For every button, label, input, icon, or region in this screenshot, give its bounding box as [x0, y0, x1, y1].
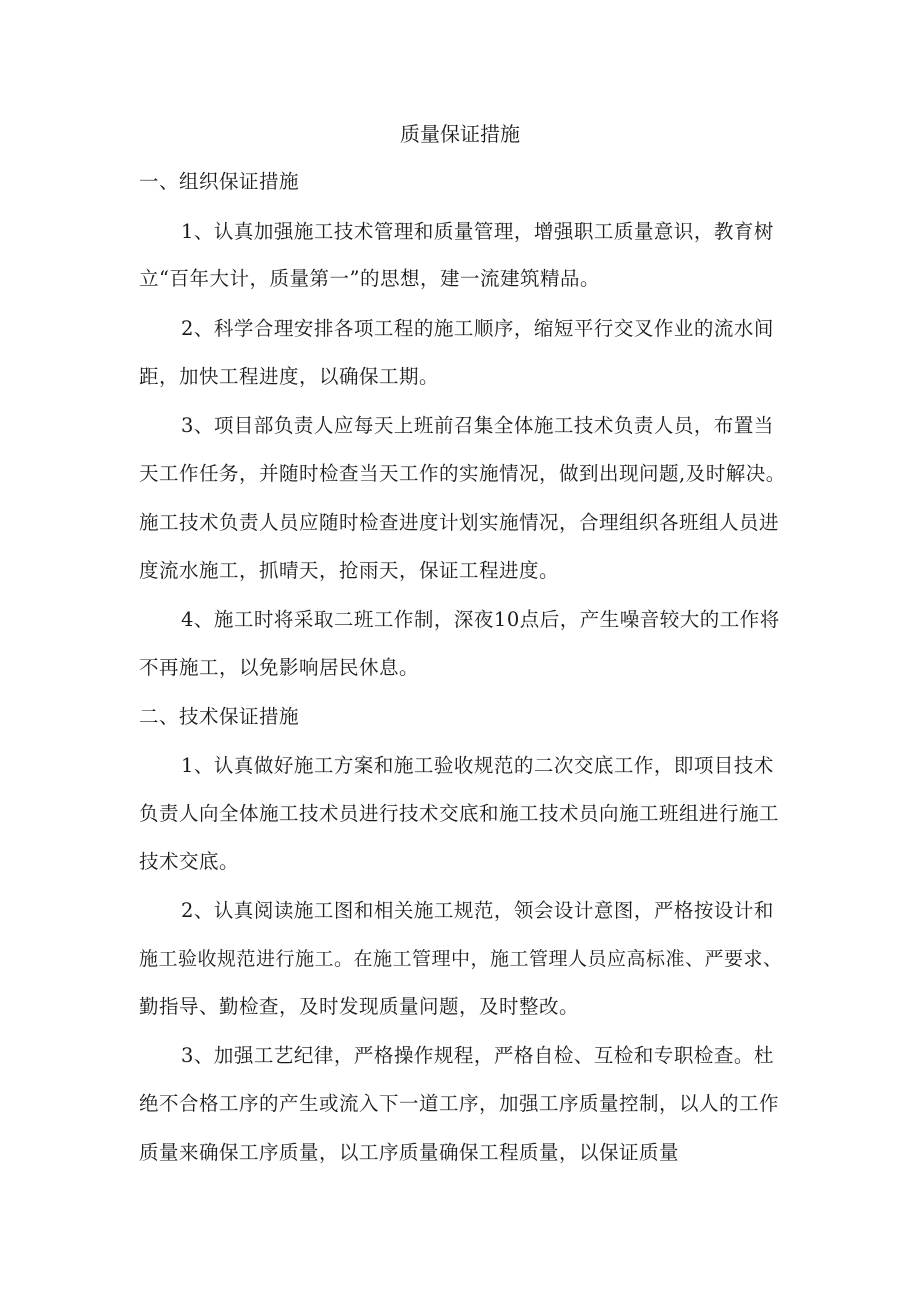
paragraph-line: 天工作任务，并随时检查当天工作的实施情况，做到出现问题,及时解决。	[139, 462, 786, 485]
paragraph-line: 施工技术负责人员应随时检查进度计划实施情况，合理组织各班组人员进	[139, 511, 780, 534]
section-heading: 二、技术保证措施	[139, 705, 300, 728]
paragraph-line: 1、认真加强施工技术管理和质量管理，增强职工质量意识，教育树	[181, 220, 774, 243]
page-title: 质量保证措施	[400, 122, 520, 146]
section-heading: 一、组织保证措施	[139, 170, 300, 193]
paragraph-line: 4、施工时将采取二班工作制，深夜10点后，产生噪音较大的工作将	[181, 608, 780, 631]
paragraph-line: 1、认真做好施工方案和施工验收规范的二次交底工作，即项目技术	[181, 754, 774, 777]
paragraph-line: 度流水施工，抓晴天，抢雨天，保证工程进度。	[139, 559, 560, 582]
paragraph-line: 立“百年大计，质量第一”的思想，建一流建筑精品。	[139, 267, 600, 290]
paragraph-line: 不再施工，以免影响居民休息。	[139, 656, 420, 679]
paragraph-line: 3、加强工艺纪律，严格操作规程，严格自检、互检和专职检查。杜	[181, 1044, 774, 1067]
paragraph-line: 2、科学合理安排各项工程的施工顺序，缩短平行交叉作业的流水间	[181, 317, 774, 340]
paragraph-line: 绝不合格工序的产生或流入下一道工序，加强工序质量控制，以人的工作	[139, 1092, 780, 1115]
paragraph-line: 质量来确保工序质量，以工序质量确保工程质量，以保证质量	[139, 1141, 680, 1164]
paragraph-line: 勤指导、勤检查，及时发现质量问题，及时整改。	[139, 995, 580, 1018]
paragraph-line: 负责人向全体施工技术员进行技术交底和施工技术员向施工班组进行施工	[139, 802, 780, 825]
paragraph-line: 距，加快工程进度，以确保工期。	[139, 365, 440, 388]
paragraph-line: 2、认真阅读施工图和相关施工规范，领会设计意图，严格按设计和	[181, 899, 774, 922]
paragraph-line: 3、项目部负责人应每天上班前召集全体施工技术负责人员，布置当	[181, 414, 774, 437]
paragraph-line: 施工验收规范进行施工。在施工管理中，施工管理人员应高标准、严要求、	[139, 948, 783, 970]
paragraph-line: 技术交底。	[139, 850, 240, 873]
